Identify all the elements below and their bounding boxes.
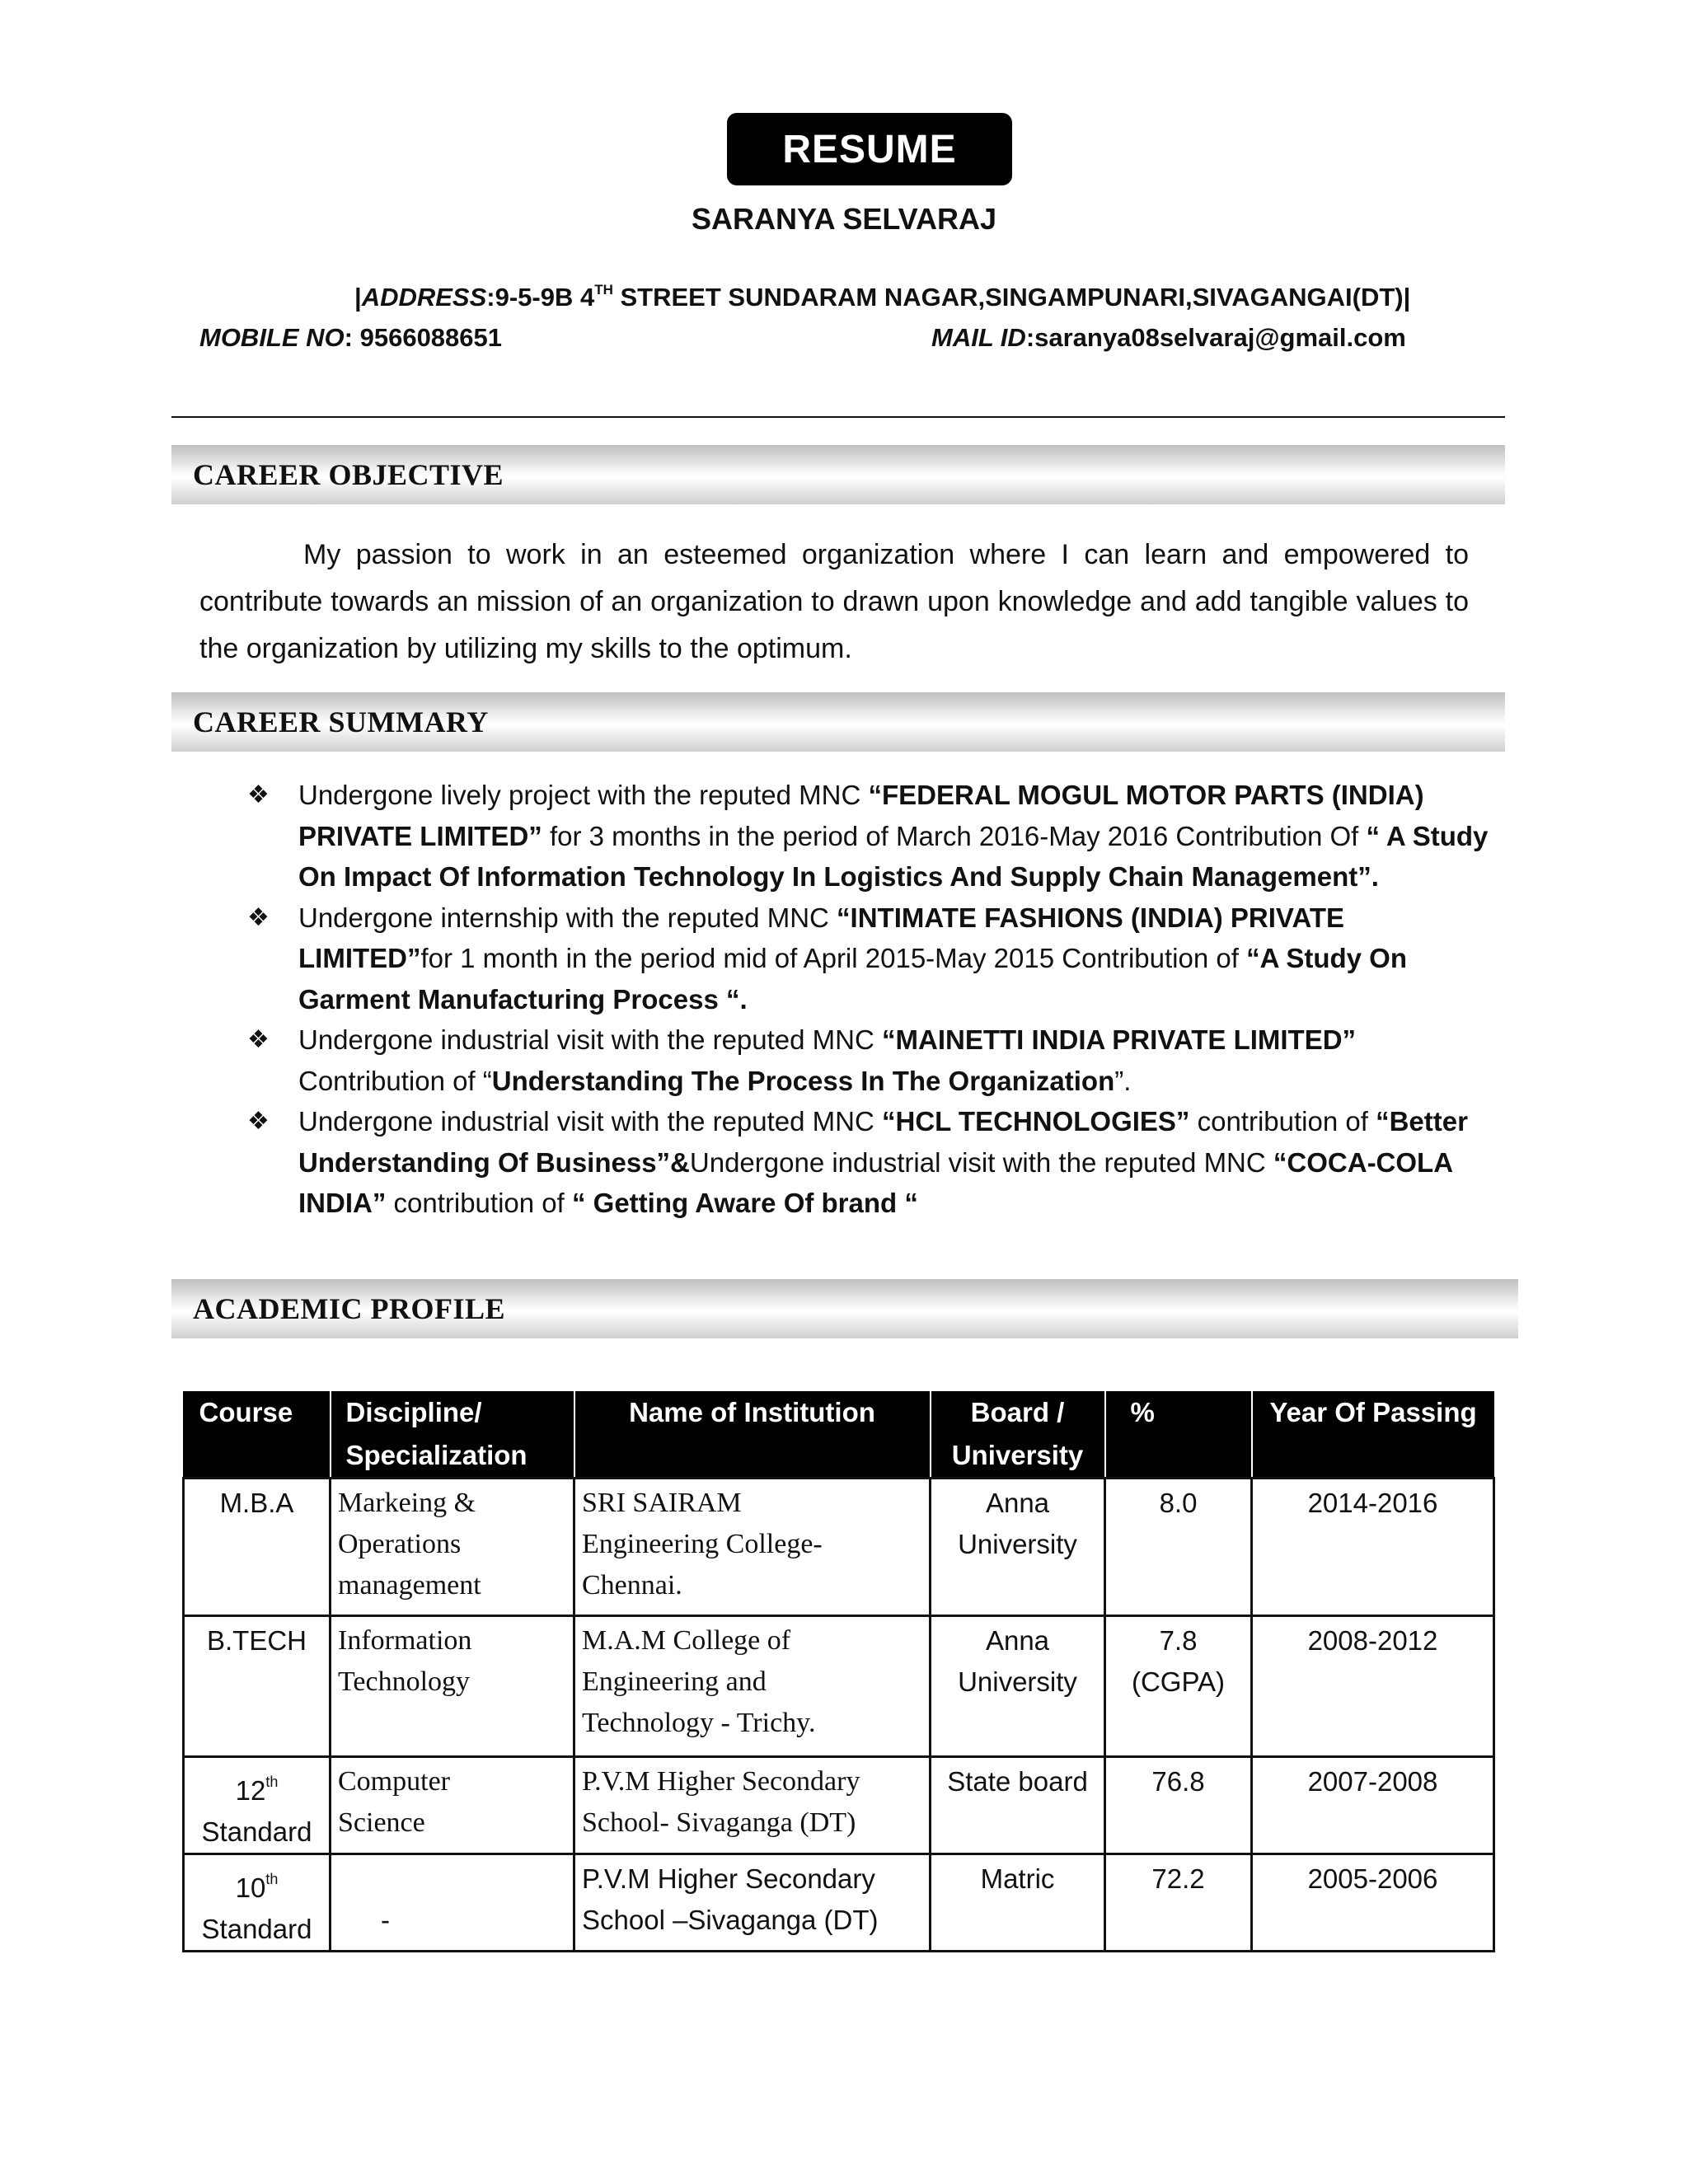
mail-label: MAIL ID: [931, 323, 1026, 352]
summary-item: [247, 898, 1492, 1020]
objective-paragraph: [199, 532, 1469, 673]
header-institution: Name of Institution: [574, 1391, 931, 1479]
table-row: [184, 1616, 1494, 1757]
summary-company: “INTIMATE FASHIONS (INDIA) PRIVATE LIMITED”: [298, 902, 1345, 973]
cell-board: Anna University: [931, 1616, 1105, 1757]
summary-text: for 3 months in the period of March 2016-May 2016 Contribution Of: [542, 820, 1367, 851]
summary-topic: “A Study On Garment Manufacturing Process “.: [298, 943, 1408, 1015]
academic-table: [182, 1391, 1495, 1952]
header-divider: [171, 416, 1505, 418]
summary-text: contribution of: [386, 1188, 572, 1218]
mail-line: [931, 323, 1406, 353]
summary-topic: “Better Understanding Of Business”&: [298, 1106, 1468, 1178]
diamond-bullet-icon: ❖: [247, 1026, 270, 1053]
summary-text: for 1 month in the period mid of April 2015-May 2015 Contribution of: [420, 943, 1247, 973]
header-percent: %: [1105, 1391, 1252, 1479]
summary-item: [247, 1101, 1492, 1224]
cell-percent: 76.8: [1105, 1757, 1252, 1854]
cell-discipline: Computer Science: [331, 1757, 574, 1854]
summary-text: Contribution of “: [298, 1065, 492, 1096]
cell-institution: P.V.M Higher Secondary School –Sivaganga (DT): [574, 1854, 931, 1952]
mobile-value: : 9566088651: [344, 323, 503, 352]
candidate-name: SARANYA SELVARAJ: [691, 202, 997, 236]
mobile-label: MOBILE NO: [199, 323, 345, 352]
summary-text: ”.: [1114, 1065, 1132, 1096]
summary-text: contribution of: [1189, 1106, 1376, 1137]
cell-year: 2005-2006: [1252, 1854, 1494, 1952]
cell-course: M.B.A: [184, 1479, 331, 1616]
header-year: Year Of Passing: [1252, 1391, 1494, 1479]
summary-topic: “ A Study On Impact Of Information Technology In Logistics And Supply Chain Management”.: [298, 820, 1489, 892]
header-discipline: Discipline/ Specialization: [331, 1391, 574, 1479]
diamond-bullet-icon: ❖: [247, 903, 270, 931]
cell-institution: M.A.M College of Engineering and Technology - Trichy.: [574, 1616, 931, 1757]
diamond-bullet-icon: ❖: [247, 781, 270, 808]
cell-year: 2007-2008: [1252, 1757, 1494, 1854]
summary-topic: Understanding The Process In The Organization: [491, 1065, 1115, 1096]
cell-discipline: Markeing & Operations management: [331, 1479, 574, 1616]
summary-item: [247, 775, 1492, 898]
cell-percent: 72.2: [1105, 1854, 1252, 1952]
summary-text: Undergone industrial visit with the reputed MNC: [298, 1024, 883, 1055]
address-label: ADDRESS: [361, 283, 487, 312]
address-part1: :9-5-9B 4: [486, 283, 595, 312]
summary-list: [247, 775, 1492, 1224]
table-header-row: [184, 1391, 1494, 1479]
section-career-objective: [171, 445, 1505, 504]
summary-company: “HCL TECHNOLOGIES”: [882, 1106, 1190, 1137]
section-academic-profile: [171, 1279, 1518, 1338]
mail-value: :saranya08selvaraj@gmail.com: [1025, 323, 1406, 352]
cell-course: 10th Standard: [184, 1854, 331, 1952]
header-board: Board / University: [931, 1391, 1105, 1479]
summary-text: Undergone industrial visit with the reputed MNC: [298, 1106, 883, 1137]
section-career-summary: [171, 692, 1505, 752]
address-part2: STREET SUNDARAM NAGAR,SINGAMPUNARI,SIVAGANGAI(DT)|: [612, 283, 1411, 312]
cell-institution: P.V.M Higher Secondary School- Sivaganga (DT): [574, 1757, 931, 1854]
cell-course: B.TECH: [184, 1616, 331, 1757]
summary-item: [247, 1019, 1492, 1101]
address-line: |ADDRESS:9-5-9B 4TH STREET SUNDARAM NAGAR,SINGAMPUNARI,SIVAGANGAI(DT)|: [354, 282, 1411, 312]
summary-text: Undergone internship with the reputed MNC: [298, 902, 837, 933]
cell-percent: 8.0: [1105, 1479, 1252, 1616]
objective-text: My passion to work in an esteemed organization where I can learn and empowered to contribute towards an mission of an organization to drawn upon knowledge and add tangible values to the organization by utilizing my skills to the optimum.: [199, 539, 1469, 664]
address-sup: TH: [594, 282, 613, 298]
cell-board: State board: [931, 1757, 1105, 1854]
summary-company: “MAINETTI INDIA PRIVATE LIMITED”: [882, 1024, 1357, 1055]
section-title: CAREER OBJECTIVE: [193, 458, 504, 491]
table-row: [184, 1479, 1494, 1616]
mobile-line: [199, 323, 502, 353]
summary-company: “FEDERAL MOGUL MOTOR PARTS (INDIA) PRIVATE LIMITED”: [298, 780, 1424, 851]
cell-board: Matric: [931, 1854, 1105, 1952]
table-row: [184, 1757, 1494, 1854]
cell-discipline: -: [331, 1854, 574, 1952]
cell-board: Anna University: [931, 1479, 1105, 1616]
cell-year: 2014-2016: [1252, 1479, 1494, 1616]
summary-text: Undergone industrial visit with the reputed MNC: [689, 1146, 1273, 1178]
summary-company: “COCA-COLA INDIA”: [298, 1146, 1452, 1218]
resume-badge: RESUME: [727, 113, 1012, 185]
cell-discipline: Information Technology: [331, 1616, 574, 1757]
table-row: [184, 1854, 1494, 1952]
section-title: CAREER SUMMARY: [193, 705, 489, 738]
cell-course: 12th Standard: [184, 1757, 331, 1854]
section-title: ACADEMIC PROFILE: [193, 1292, 506, 1325]
diamond-bullet-icon: ❖: [247, 1108, 270, 1135]
cell-percent: 7.8 (CGPA): [1105, 1616, 1252, 1757]
header-course: Course: [184, 1391, 331, 1479]
summary-text: Undergone lively project with the reputed MNC: [298, 780, 869, 810]
summary-topic: “ Getting Aware Of brand “: [571, 1188, 918, 1218]
cell-institution: SRI SAIRAM Engineering College- Chennai.: [574, 1479, 931, 1616]
cell-year: 2008-2012: [1252, 1616, 1494, 1757]
